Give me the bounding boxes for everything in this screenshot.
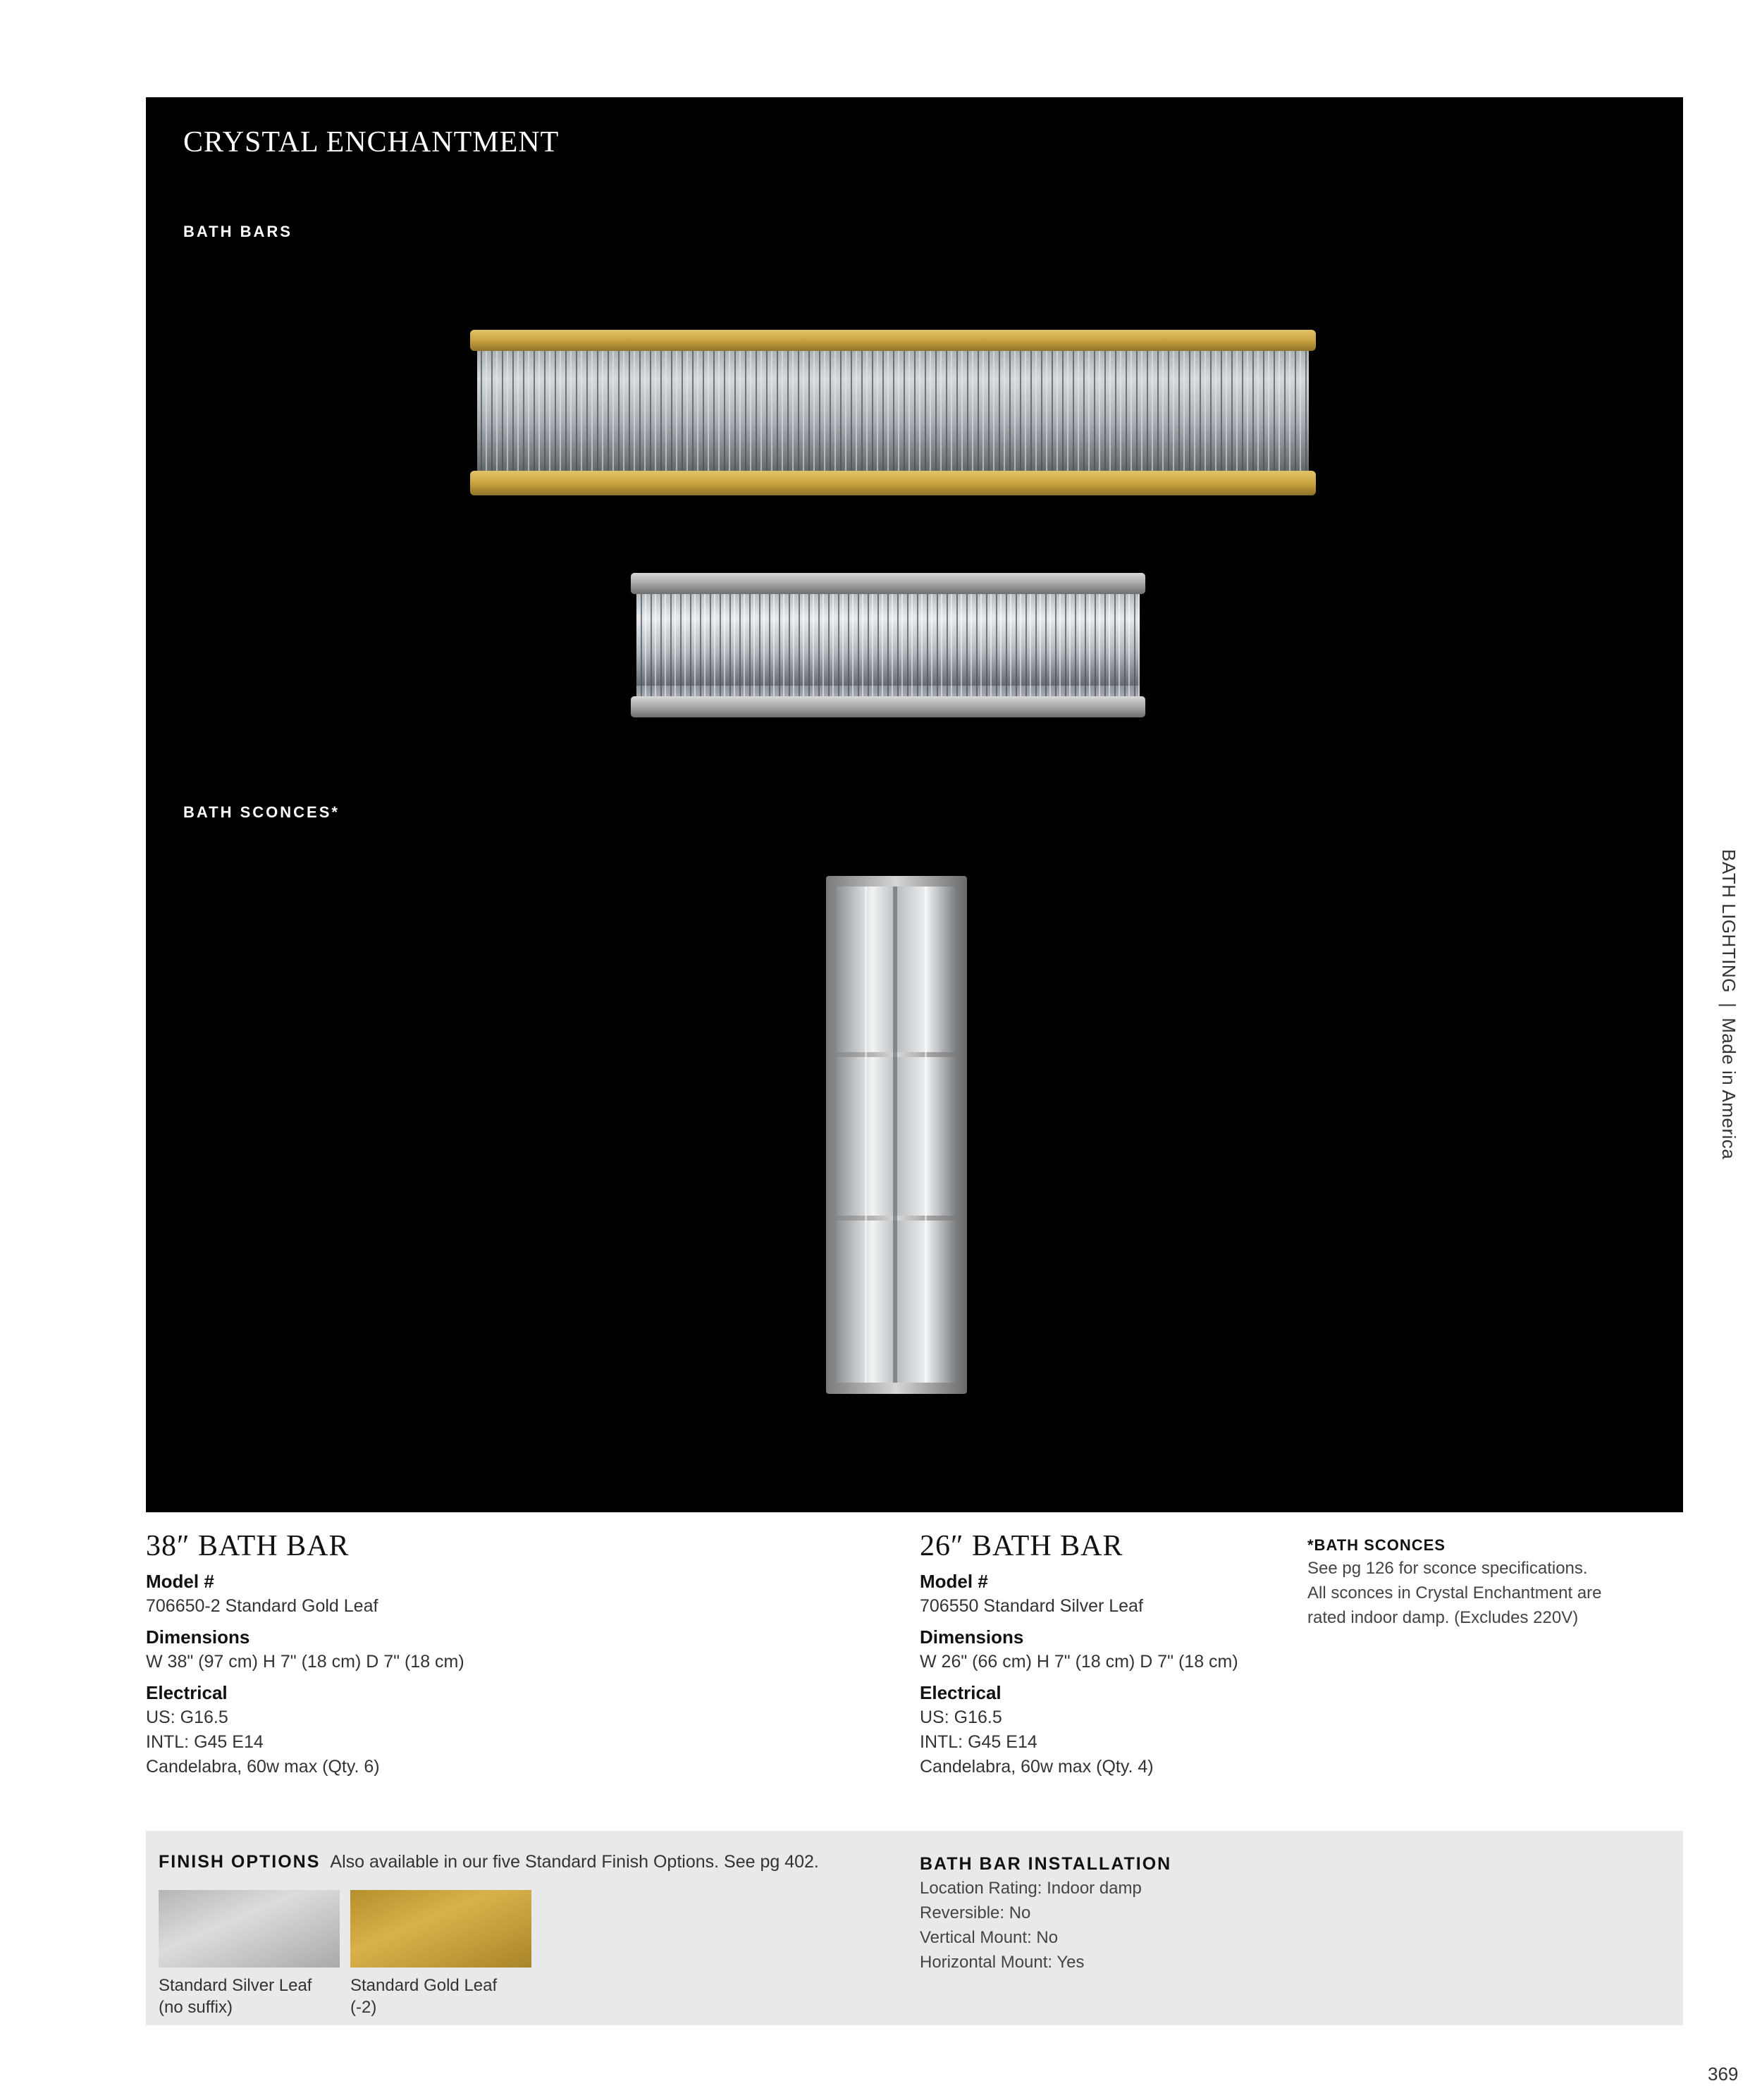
gold-leaf-swatch	[350, 1890, 531, 1968]
origin-label: Made in America	[1718, 1018, 1739, 1160]
note-line: See pg 126 for sconce specifications.	[1307, 1559, 1588, 1578]
dimensions-label: Dimensions	[146, 1626, 250, 1648]
installation-line: Reversible: No	[920, 1903, 1031, 1922]
spec-title: 26″ BATH BAR	[920, 1530, 1123, 1562]
section-side-tab	[1718, 849, 1739, 1159]
finish-options-label: FINISH OPTIONS	[159, 1852, 321, 1872]
page-number: 369	[1708, 2063, 1739, 2084]
bath-sconces-note	[1307, 1535, 1674, 1630]
dimensions-value: W 26" (66 cm) H 7" (18 cm) D 7" (18 cm)	[920, 1652, 1238, 1672]
electrical-line: US: G16.5	[146, 1707, 228, 1727]
finish-installation-panel	[146, 1831, 1683, 2025]
spec-title: 38″ BATH BAR	[146, 1530, 350, 1562]
installation-line: Vertical Mount: No	[920, 1928, 1059, 1947]
collection-title: CRYSTAL ENCHANTMENT	[183, 126, 560, 159]
note-line: All sconces in Crystal Enchantment are	[1307, 1583, 1602, 1602]
silver-leaf-swatch	[159, 1890, 340, 1968]
model-label: Model #	[920, 1571, 988, 1592]
section-name: BATH LIGHTING	[1718, 849, 1739, 993]
swatch-name: Standard Silver Leaf	[159, 1976, 312, 1995]
note-line: rated indoor damp. (Excludes 220V)	[1307, 1608, 1579, 1627]
silver-bath-bar-image	[631, 573, 1145, 717]
finish-options-text: Also available in our five Standard Finish Options. See pg 402.	[330, 1852, 819, 1872]
model-value: 706650-2 Standard Gold Leaf	[146, 1596, 378, 1616]
silver-leaf-caption	[159, 1975, 342, 2018]
electrical-label: Electrical	[920, 1682, 1002, 1703]
bath-sconce-image	[823, 872, 971, 1397]
product-hero-panel	[146, 97, 1683, 1512]
electrical-line: US: G16.5	[920, 1707, 1002, 1727]
swatch-name: Standard Gold Leaf	[350, 1976, 498, 1995]
swatch-suffix: (no suffix)	[159, 1998, 233, 2017]
bath-sconces-label: BATH SCONCES*	[183, 803, 340, 821]
electrical-line: Candelabra, 60w max (Qty. 4)	[920, 1757, 1154, 1777]
dimensions-label: Dimensions	[920, 1626, 1024, 1648]
spec-26-bath-bar	[920, 1529, 1286, 1779]
electrical-line: INTL: G45 E14	[146, 1732, 264, 1752]
dimensions-value: W 38" (97 cm) H 7" (18 cm) D 7" (18 cm)	[146, 1652, 464, 1672]
gold-bath-bar-image	[470, 330, 1316, 495]
swatch-suffix: (-2)	[350, 1998, 377, 2017]
model-label: Model #	[146, 1571, 214, 1592]
electrical-line: INTL: G45 E14	[920, 1732, 1037, 1752]
electrical-line: Candelabra, 60w max (Qty. 6)	[146, 1757, 380, 1777]
gold-leaf-caption	[350, 1975, 534, 2018]
bath-bars-label: BATH BARS	[183, 223, 292, 240]
bath-bar-installation	[920, 1852, 1171, 1975]
model-value: 706550 Standard Silver Leaf	[920, 1596, 1143, 1616]
finish-options-heading	[159, 1852, 819, 1872]
installation-label: BATH BAR INSTALLATION	[920, 1854, 1172, 1874]
electrical-label: Electrical	[146, 1682, 228, 1703]
note-label: *BATH SCONCES	[1307, 1536, 1446, 1554]
installation-line: Horizontal Mount: Yes	[920, 1953, 1085, 1972]
spec-38-bath-bar	[146, 1529, 512, 1779]
installation-line: Location Rating: Indoor damp	[920, 1879, 1142, 1898]
tab-separator: |	[1718, 1002, 1739, 1008]
